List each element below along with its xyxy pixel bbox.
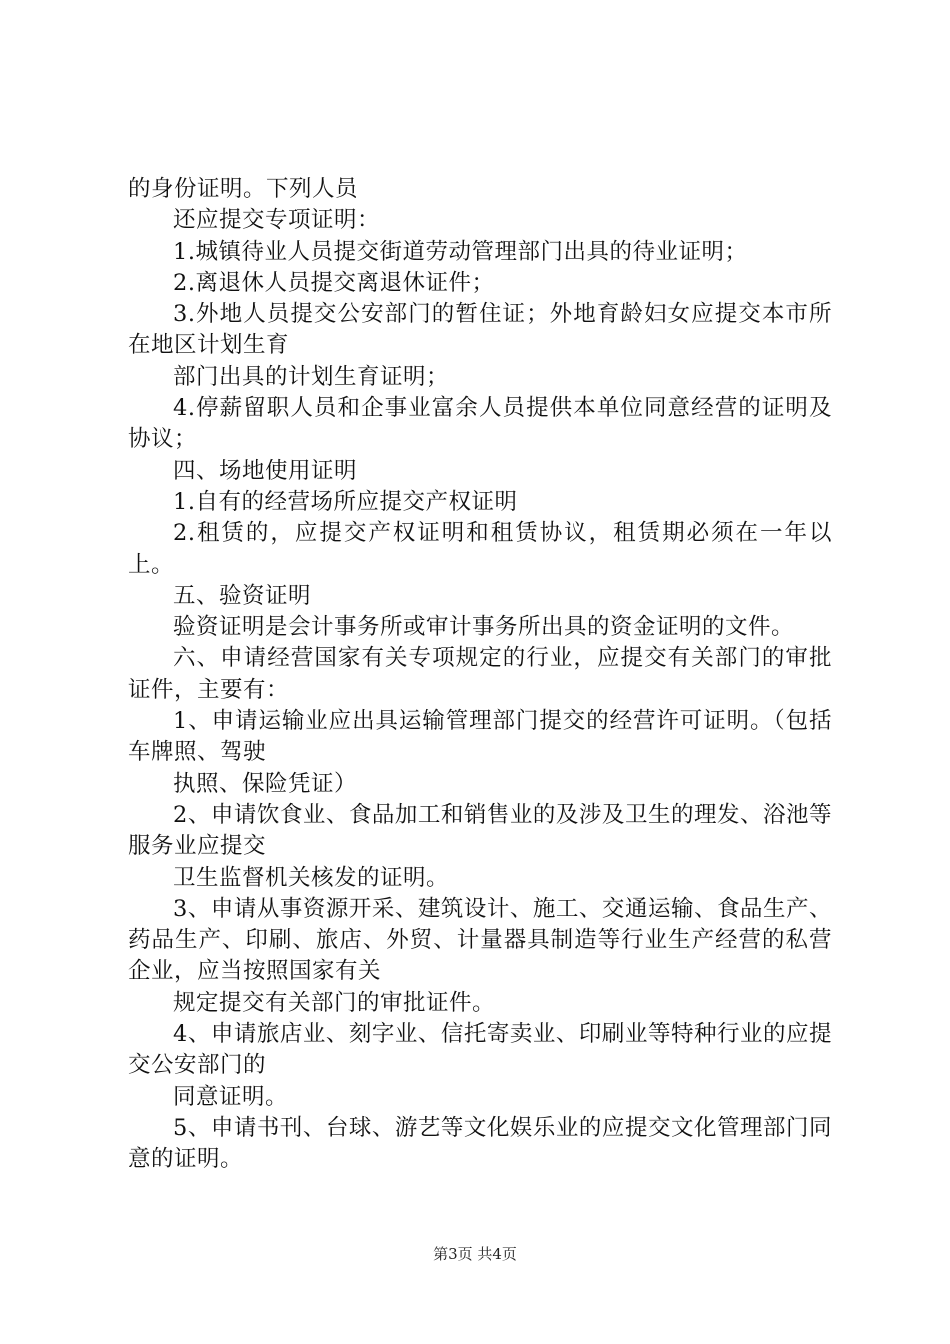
paragraph: 3.外地人员提交公安部门的暂住证；外地育龄妇女应提交本市所在地区计划生育 [128,301,832,359]
paragraph: 4.停薪留职人员和企事业富余人员提供本单位同意经营的证明及协议； [128,395,832,453]
paragraph: 2.租赁的，应提交产权证明和租赁协议，租赁期必须在一年以上。 [128,520,832,578]
section-heading: 四、场地使用证明 [173,457,358,484]
paragraph: 执照、保险凭证） [173,770,358,797]
paragraph: 部门出具的计划生育证明； [173,363,450,390]
paragraph: 验资证明是会计事务所或审计事务所出具的资金证明的文件。 [173,614,795,641]
paragraph: 还应提交专项证明： [173,207,381,234]
paragraph: 5、申请书刊、台球、游艺等文化娱乐业的应提交文化管理部门同意的证明。 [128,1114,832,1173]
paragraph: 1.自有的经营场所应提交产权证明 [173,488,518,515]
paragraph: 3、申请从事资源开采、建筑设计、施工、交通运输、食品生产、药品生产、印刷、旅店、外贸、计量器具制造等行业生产经营的私营企业，应当按照国家有关 [128,895,832,985]
section-heading: 六、申请经营国家有关专项规定的行业，应提交有关部门的审批证件，主要有： [128,645,832,703]
paragraph: 2.离退休人员提交离退休证件； [173,269,495,296]
paragraph: 同意证明。 [173,1083,289,1110]
page-number: 第3页 共4页 [433,1245,517,1263]
page-footer [0,1243,950,1264]
paragraph: 的身份证明。下列人员 [128,176,359,202]
paragraph: 规定提交有关部门的审批证件。 [173,989,496,1016]
paragraph: 2、申请饮食业、食品加工和销售业的及涉及卫生的理发、浴池等服务业应提交 [128,801,832,860]
paragraph: 卫生监督机关核发的证明。 [173,864,450,891]
paragraph: 1.城镇待业人员提交街道劳动管理部门出具的待业证明； [173,238,748,265]
section-heading: 五、验资证明 [173,582,312,609]
paragraph: 4、申请旅店业、刻字业、信托寄卖业、印刷业等特种行业的应提交公安部门的 [128,1021,832,1079]
paragraph: 1、申请运输业应出具运输管理部门提交的经营许可证明。（包括车牌照、驾驶 [128,708,832,766]
document-body [128,174,832,1176]
